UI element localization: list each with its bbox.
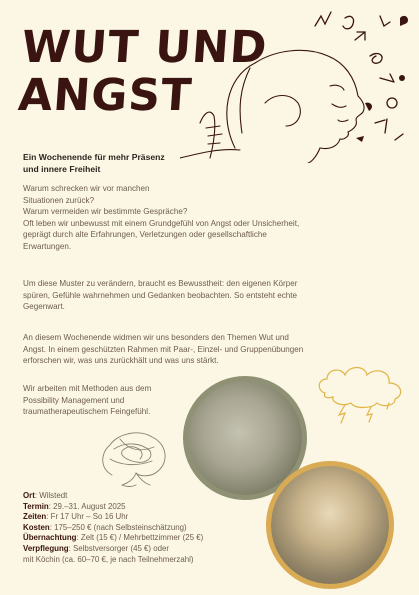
info-zeiten: [23, 512, 283, 523]
portrait-photo-2: [266, 461, 394, 589]
portrait-image-2: [271, 466, 389, 584]
text-line: Warum schrecken wir vor manchen: [23, 184, 150, 193]
text-line: An diesem Wochenende widmen wir uns besonders den Themen Wut und: [23, 333, 289, 342]
subtitle: [23, 151, 213, 175]
info-verpflegung-2: [23, 555, 283, 566]
info-uebernachtung: [23, 533, 283, 544]
info-kosten: [23, 523, 283, 534]
text-line: Possibility Management und: [23, 395, 125, 405]
info-value: : Selbstversorger (45 €) oder: [68, 543, 170, 553]
text-line: Um diese Muster zu verändern, braucht es Bewusstheit: den eigenen Körper: [23, 279, 298, 288]
text-line: geprägt durch alte Erfahrungen, Verletzungen oder gesellschaftliche: [23, 230, 267, 240]
text-line: Wir arbeiten mit Methoden aus dem: [23, 384, 152, 393]
paragraph-weekend: [23, 332, 398, 367]
paragraph-awareness: [23, 278, 398, 313]
text-line: spüren, Gefühle wahrnehmen und Gedanken beobachten. So entsteht echte: [23, 290, 298, 300]
info-value: : 175–250 € (nach Selbsteinschätzung): [49, 522, 187, 532]
info-label: Termin: [23, 501, 49, 511]
paragraph-intro: [23, 183, 398, 253]
info-termin: [23, 502, 283, 513]
subtitle-line-1: Ein Wochenende für mehr Präsenz: [23, 152, 165, 162]
event-info: [23, 491, 283, 565]
text-line: Erwartungen.: [23, 241, 72, 251]
text-line: erforschen wir, was uns zurückhält und was uns stärkt.: [23, 356, 219, 366]
text-line: Warum vermeiden wir bestimmte Gespräche?: [23, 207, 188, 217]
cloud-lightning-sketch: [315, 363, 419, 429]
text-line: Angst. In einem geschützten Rahmen mit Paar-, Einzel- und Gruppenübungen: [23, 344, 304, 354]
text-line: traumatherapeutischem Feingefühl.: [23, 407, 151, 417]
text-line: Oft leben wir unbewusst mit einem Grundgefühl von Angst oder Unsicherheit,: [23, 218, 300, 228]
info-label: Kosten: [23, 522, 50, 532]
paragraph-methods: [23, 383, 198, 418]
info-value: : 29.–31. August 2025: [48, 501, 126, 511]
info-label: Verpflegung: [23, 543, 69, 553]
head-sketch-illustration: [180, 8, 419, 163]
info-verpflegung: [23, 544, 283, 555]
title-line-2: ANGST: [16, 70, 194, 121]
text-line: Situationen zurück?: [23, 195, 95, 205]
tangled-brain-sketch: [92, 425, 174, 489]
info-value: : Fr 17 Uhr – So 16 Uhr: [46, 512, 129, 522]
info-value: : Wilstedt: [34, 491, 68, 500]
info-label: Übernachtung: [23, 533, 77, 543]
info-value: mit Köchin (ca. 60–70 €, je nach Teilnehmerzahl): [23, 554, 194, 564]
info-label: Zeiten: [23, 512, 47, 522]
info-label: Ort: [23, 491, 35, 500]
text-line: Gegenwart.: [23, 302, 65, 312]
info-ort: [23, 491, 283, 502]
subtitle-line-2: und innere Freiheit: [23, 164, 101, 174]
title-line-1: WUT UND: [19, 22, 270, 73]
info-value: : Zelt (15 €) / Mehrbettzimmer (25 €): [76, 533, 204, 543]
